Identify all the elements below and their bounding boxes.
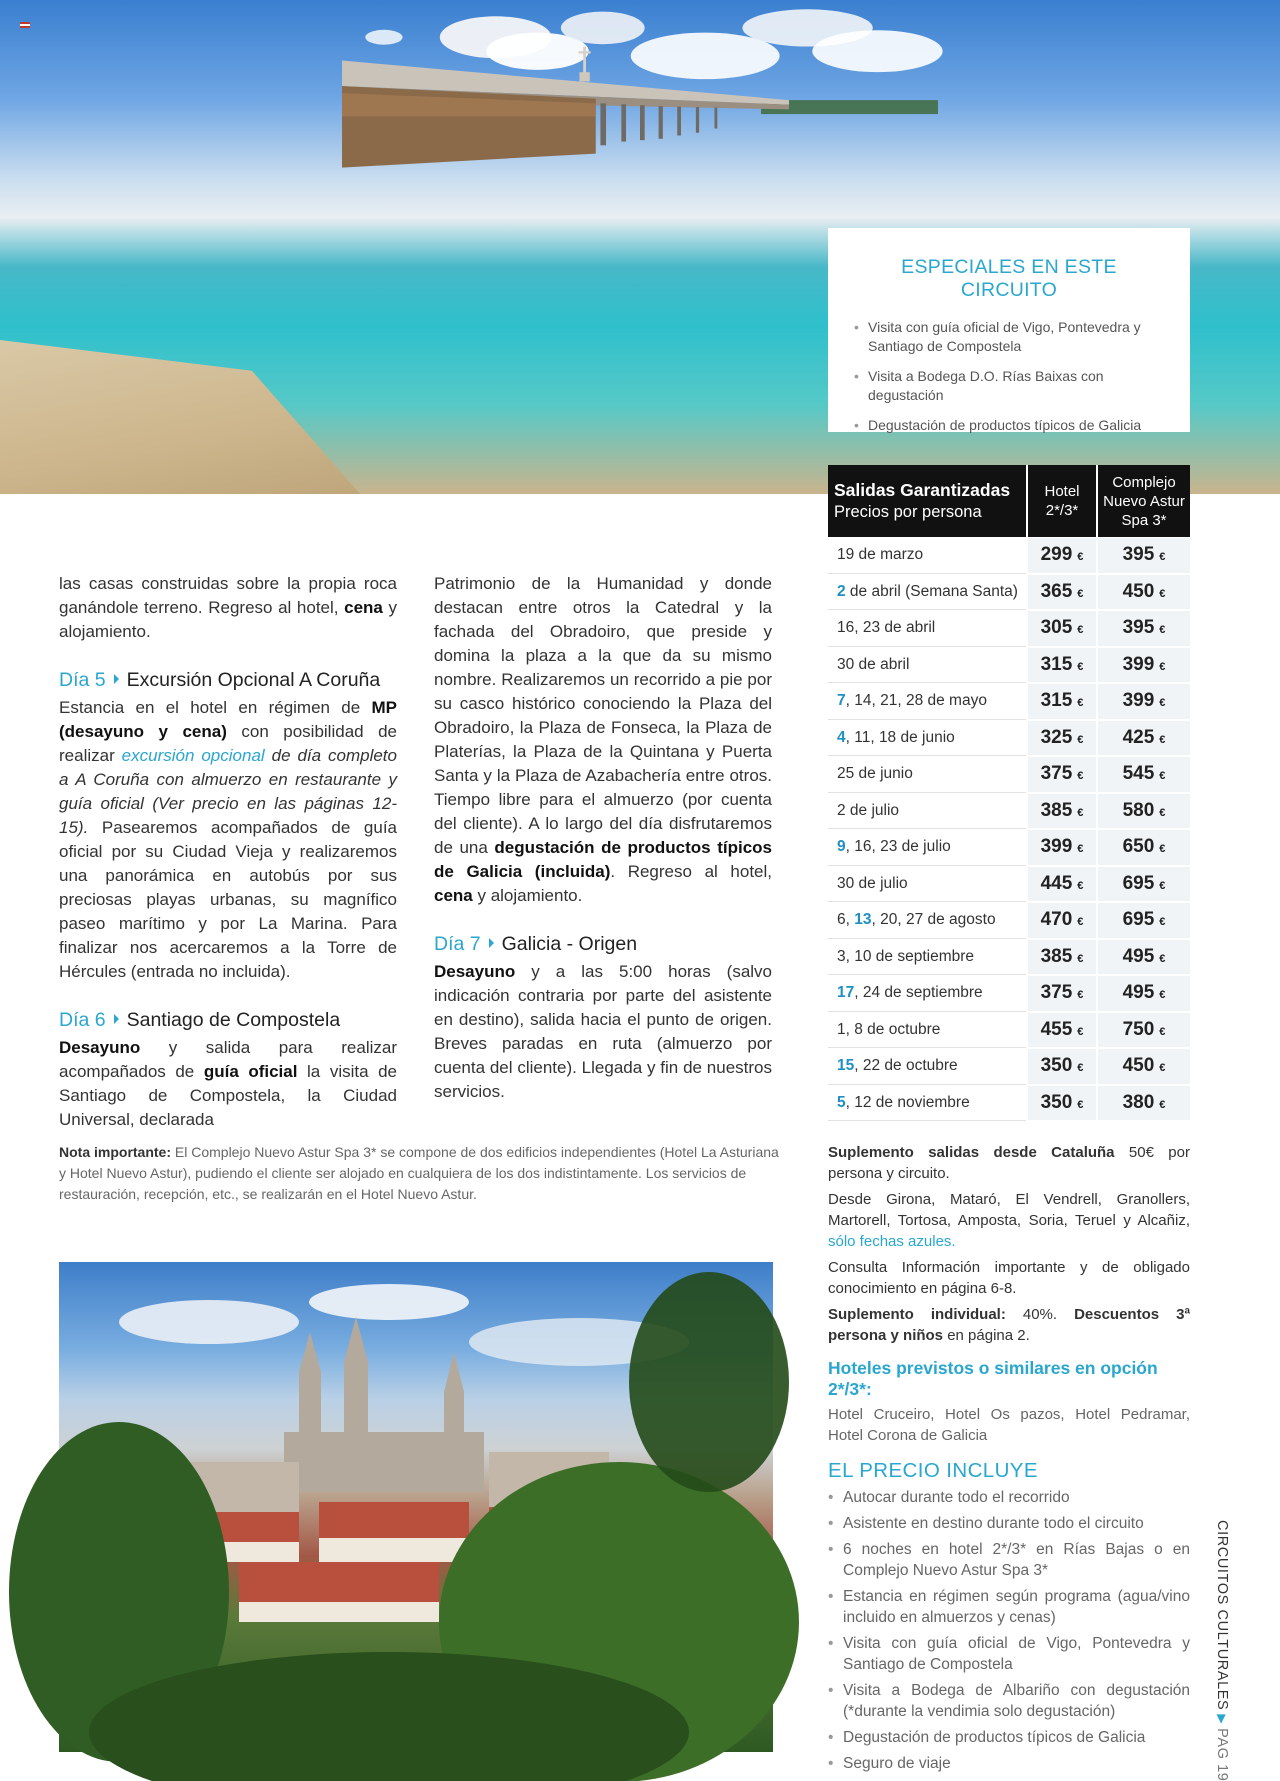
price-complejo: 380 € <box>1096 1085 1190 1122</box>
price-complejo: 495 € <box>1096 939 1190 976</box>
price-complejo: 399 € <box>1096 683 1190 720</box>
triangle-right-icon <box>114 674 119 684</box>
price-complejo: 750 € <box>1096 1012 1190 1049</box>
table-row <box>828 866 1190 903</box>
list-item: • Visita con guía oficial de Vigo, Pontevedra y Santiago de Compostela <box>828 1633 1190 1675</box>
table-row <box>828 720 1190 757</box>
sky-clouds <box>0 0 1280 230</box>
price-table <box>828 465 1190 1121</box>
table-row <box>828 1085 1190 1122</box>
departure-date: 2 de abril (Semana Santa) <box>828 574 1026 611</box>
table-row <box>828 1012 1190 1049</box>
table-row <box>828 756 1190 793</box>
excursion-opcional-link[interactable]: excursión opcional <box>121 746 265 765</box>
incluye-list <box>828 1487 1190 1774</box>
day-7-text: Desayuno y a las 5:00 horas (salvo indicación contraria por parte del asistente en destino), salida hacia el punto de origen. Breves paradas en ruta (almuerzo por cuenta del cliente). Llegada y fin de nuestros servicios. <box>434 962 772 1101</box>
price-complejo: 425 € <box>1096 720 1190 757</box>
itinerary-column-1 <box>59 572 397 1132</box>
departure-date: 7, 14, 21, 28 de mayo <box>828 683 1026 720</box>
price-hotel: 375 € <box>1026 975 1096 1012</box>
page-number: PAG 19 <box>1214 1728 1230 1781</box>
table-row <box>828 793 1190 830</box>
list-item: • Visita a Bodega de Albariño con degustación (*durante la vendimia solo degustación) <box>828 1680 1190 1722</box>
price-hotel: 350 € <box>1026 1048 1096 1085</box>
table-row <box>828 574 1190 611</box>
price-complejo: 395 € <box>1096 610 1190 647</box>
header-title: Salidas Garantizadas <box>834 480 1011 500</box>
day-5-text: Estancia en el hotel en régimen de MP (desayuno y cena) con posibilidad de realizar excursión opcional de día completo a A Coruña con almuerzo en restaurante y guía oficial (Ver precio en las páginas 12-15). Pasearemos acompañados de guía oficial por su Ciudad Vieja y realizaremos una panorámica en autobús por sus preciosas playas urbanas, su magnífico paseo marítimo y por La Marina. Para finalizar nos acercaremos a la Torre de Hércules (entrada no incluida). <box>59 698 398 981</box>
santiago-illustration <box>59 1262 773 1752</box>
price-complejo: 450 € <box>1096 574 1190 611</box>
departure-date: 2 de julio <box>828 793 1026 830</box>
price-complejo: 450 € <box>1096 1048 1190 1085</box>
list-item: • Seguro de viaje <box>828 1753 1190 1774</box>
table-row <box>828 537 1190 574</box>
price-complejo: 695 € <box>1096 866 1190 903</box>
itinerary-column-2 <box>434 572 772 1104</box>
incluye-title: EL PRECIO INCLUYE <box>828 1459 1038 1482</box>
price-complejo: 695 € <box>1096 902 1190 939</box>
price-complejo: 545 € <box>1096 756 1190 793</box>
day-6-text: Desayuno y salida para realizar acompañados de guía oficial la visita de Santiago de Compostela, la Ciudad Universal, declarada <box>59 1038 398 1129</box>
day-6-heading: Día 6 Santiago de Compostela <box>59 1009 341 1031</box>
table-row <box>828 829 1190 866</box>
table-row <box>828 1048 1190 1085</box>
day-6-continued: Patrimonio de la Humanidad y donde destacan entre otros la Catedral y la fachada del Obradoiro, que preside y domina la plaza a la que da su mismo nombre. Realizaremos un recorrido a pie por su casco histórico conociendo la Plaza del Obradoiro, la Plaza de Fonseca, la Plaza de Platerías, la Plaza de la Quintana y Puerta Santa y la Plaza de Azabachería entre otros. Tiempo libre para el almuerzo (por cuenta del cliente). A lo largo del día disfrutaremos de una degustación de productos típicos de Galicia (incluida). Regreso al hotel, cena y alojamiento. <box>434 574 772 905</box>
departure-date: 16, 23 de abril <box>828 610 1026 647</box>
price-hotel: 470 € <box>1026 902 1096 939</box>
departure-date: 1, 8 de octubre <box>828 1012 1026 1049</box>
table-row <box>828 939 1190 976</box>
list-item: • Estancia en régimen según programa (agua/vino incluido en almuerzos y cenas) <box>828 1586 1190 1628</box>
price-hotel: 315 € <box>1026 647 1096 684</box>
triangle-right-icon <box>114 1014 119 1024</box>
price-hotel: 350 € <box>1026 1085 1096 1122</box>
hoteles-text: Hotel Cruceiro, Hotel Os pazos, Hotel Pedramar, Hotel Corona de Galicia <box>828 1406 1190 1444</box>
price-hotel: 365 € <box>1026 574 1096 611</box>
price-hotel: 455 € <box>1026 1012 1096 1049</box>
price-complejo: 495 € <box>1096 975 1190 1012</box>
header-hotel: Hotel 2*/3* <box>1026 465 1096 537</box>
departure-date: 30 de julio <box>828 866 1026 903</box>
price-hotel: 375 € <box>1026 756 1096 793</box>
price-hotel: 299 € <box>1026 537 1096 574</box>
side-section-label <box>1208 1520 1230 1781</box>
departure-date: 3, 10 de septiembre <box>828 939 1026 976</box>
especiales-box <box>828 228 1190 432</box>
beach-sand <box>0 340 360 494</box>
list-item: • Visita con guía oficial de Vigo, Pontevedra y Santiago de Compostela <box>854 318 1164 356</box>
price-complejo: 399 € <box>1096 647 1190 684</box>
nota-importante: Nota importante: El Complejo Nuevo Astur Spa 3* se compone de dos edificios independientes (Hotel La Asturiana y Hotel Nuevo Astur), pudiendo el cliente ser alojado en cualquiera de los dos indistintamente. Los servicios de restauración, recepción, etc., se realizarán en el Hotel Nuevo Astur. <box>59 1144 779 1202</box>
especiales-list <box>854 318 1164 435</box>
suplemento-cataluna: Suplemento salidas desde Cataluña 50€ por persona y circuito. <box>828 1144 1190 1182</box>
hoteles-title: Hoteles previstos o similares en opción 2*/3*: <box>828 1358 1158 1399</box>
section-name: CIRCUITOS CULTURALES <box>1214 1520 1230 1711</box>
day-5-heading: Día 5 Excursión Opcional A Coruña <box>59 669 381 691</box>
triangle-right-icon: ▶ <box>1215 1714 1229 1725</box>
table-row <box>828 683 1190 720</box>
especiales-title: ESPECIALES EN ESTE CIRCUITO <box>901 256 1117 301</box>
table-row <box>828 902 1190 939</box>
header-complejo: Complejo Nuevo Astur Spa 3* <box>1096 465 1190 537</box>
santiago-photo <box>59 1262 773 1752</box>
price-complejo: 395 € <box>1096 537 1190 574</box>
price-hotel: 315 € <box>1026 683 1096 720</box>
departure-date: 9, 16, 23 de julio <box>828 829 1026 866</box>
departure-date: 6, 13, 20, 27 de agosto <box>828 902 1026 939</box>
flag-icon <box>20 22 30 28</box>
list-item: • Autocar durante todo el recorrido <box>828 1487 1190 1508</box>
list-item: • Degustación de productos típicos de Galicia <box>828 1727 1190 1748</box>
day-7-heading: Día 7 Galicia - Origen <box>434 933 638 955</box>
header-subtitle: Precios por persona <box>834 503 982 521</box>
price-complejo: 650 € <box>1096 829 1190 866</box>
triangle-right-icon <box>489 938 494 948</box>
price-hotel: 385 € <box>1026 939 1096 976</box>
price-hotel: 325 € <box>1026 720 1096 757</box>
price-table-header <box>828 465 1190 537</box>
departure-date: 15, 22 de octubre <box>828 1048 1026 1085</box>
departure-date: 19 de marzo <box>828 537 1026 574</box>
list-item: • Asistente en destino durante todo el circuito <box>828 1513 1190 1534</box>
info-column <box>828 1142 1190 1779</box>
departure-date: 5, 12 de noviembre <box>828 1085 1026 1122</box>
table-row <box>828 975 1190 1012</box>
price-hotel: 445 € <box>1026 866 1096 903</box>
list-item: • 6 noches en hotel 2*/3* en Rías Bajas o en Complejo Nuevo Astur Spa 3* <box>828 1539 1190 1581</box>
header-salidas <box>828 465 1026 537</box>
suplemento-individual: Suplemento individual: 40%. Descuentos 3ª persona y niños en página 2. <box>828 1306 1190 1344</box>
price-hotel: 385 € <box>1026 793 1096 830</box>
price-hotel: 305 € <box>1026 610 1096 647</box>
table-row <box>828 610 1190 647</box>
price-hotel: 399 € <box>1026 829 1096 866</box>
departure-date: 17, 24 de septiembre <box>828 975 1026 1012</box>
departure-date: 4, 11, 18 de junio <box>828 720 1026 757</box>
price-complejo: 580 € <box>1096 793 1190 830</box>
table-row <box>828 647 1190 684</box>
list-item: • Degustación de productos típicos de Galicia <box>854 416 1164 435</box>
intro-text: las casas construidas sobre la propia roca ganándole terreno. Regreso al hotel, cena y alojamiento. <box>59 574 397 641</box>
list-item: • Visita a Bodega D.O. Rías Baixas con degustación <box>854 367 1164 405</box>
departure-date: 25 de junio <box>828 756 1026 793</box>
consulta-info: Consulta Información importante y de obligado conocimiento en página 6-8. <box>828 1259 1190 1297</box>
desde-ciudades: Desde Girona, Mataró, El Vendrell, Granollers, Martorell, Tortosa, Amposta, Soria, Teruel y Alcañiz, sólo fechas azules. <box>828 1191 1190 1250</box>
departure-date: 30 de abril <box>828 647 1026 684</box>
